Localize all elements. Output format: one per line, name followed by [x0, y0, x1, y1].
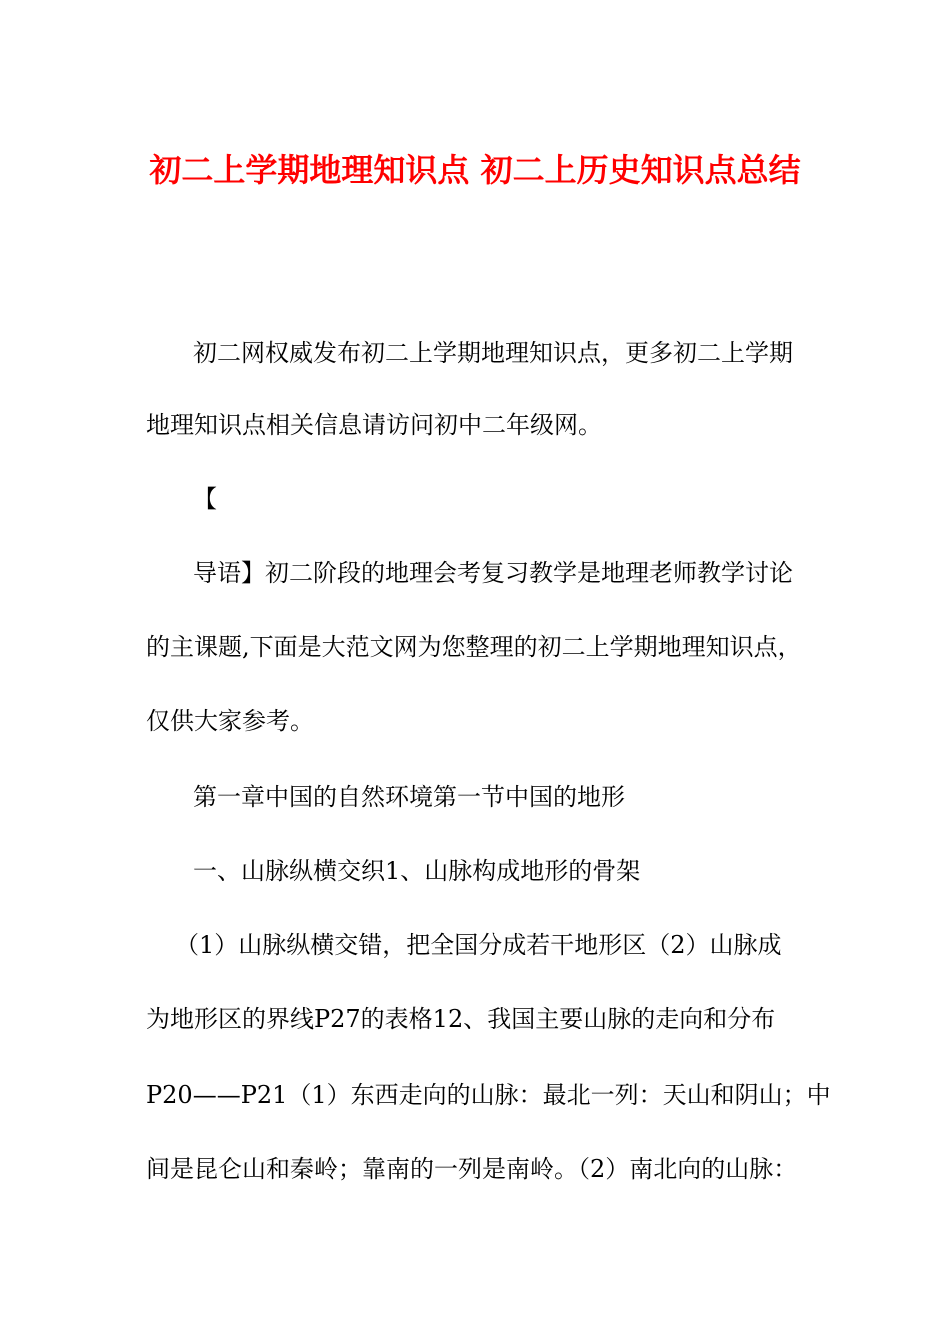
paragraph-line: P20——P21（1）东西走向的山脉：最北一列：天山和阴山；中	[146, 1081, 831, 1109]
paragraph-line: （1）山脉纵横交错，把全国分成若干地形区（2）山脉成	[175, 931, 782, 959]
paragraph-line: 间是昆仑山和秦岭；靠南的一列是南岭。（2）南北向的山脉：	[146, 1155, 798, 1183]
document-title: 初二上学期地理知识点 初二上历史知识点总结	[149, 151, 801, 189]
paragraph-line: 仅供大家参考。	[146, 707, 314, 735]
paragraph-line: 初二网权威发布初二上学期地理知识点，更多初二上学期	[193, 339, 793, 367]
paragraph-line: 地理知识点相关信息请访问初中二年级网。	[146, 411, 602, 439]
paragraph-line: 导语】初二阶段的地理会考复习教学是地理老师教学讨论	[193, 559, 793, 587]
paragraph-line: 一、山脉纵横交织1、山脉构成地形的骨架	[193, 857, 641, 885]
paragraph-line: 第一章中国的自然环境第一节中国的地形	[193, 783, 625, 811]
paragraph-line: 的主课题,下面是大范文网为您整理的初二上学期地理知识点，	[146, 633, 802, 661]
paragraph-line: 为地形区的界线P27的表格12、我国主要山脉的走向和分布	[146, 1005, 776, 1033]
paragraph-line: 【	[193, 485, 217, 513]
